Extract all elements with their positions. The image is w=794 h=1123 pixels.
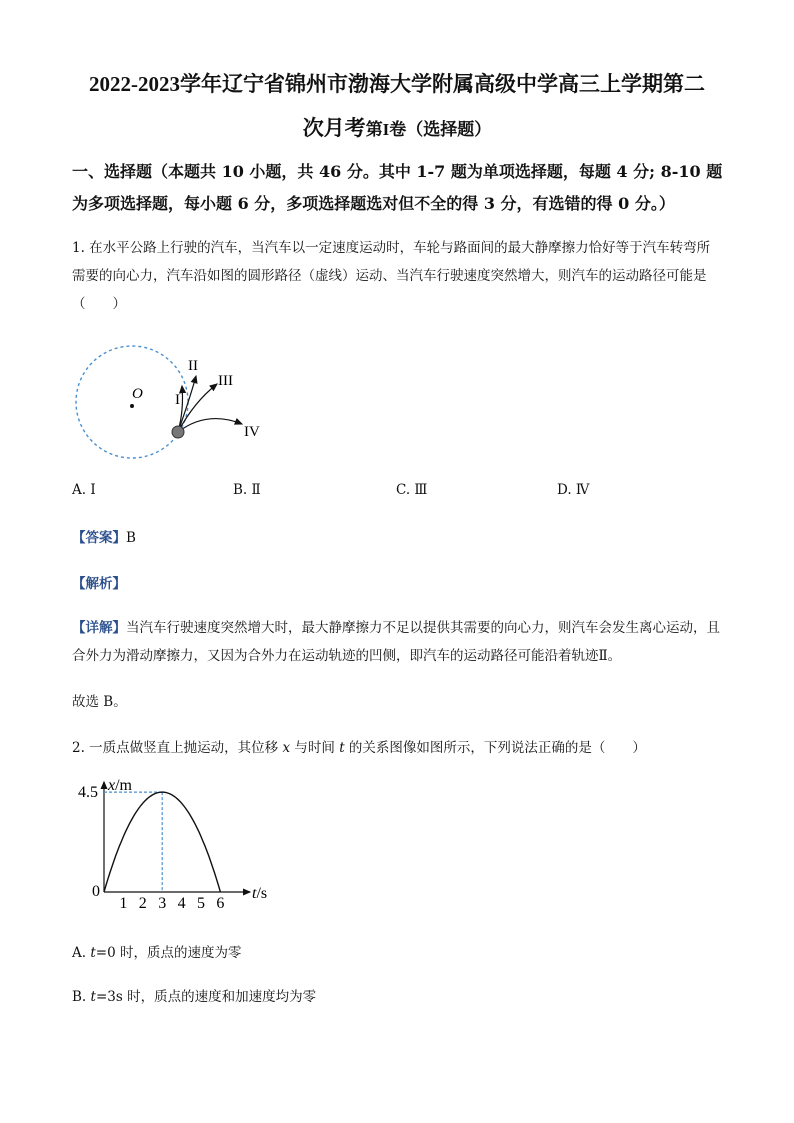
path-label-i: I	[175, 392, 180, 408]
path-label-iv: IV	[244, 424, 260, 440]
question-1-stem: 1. 在水平公路上行驶的汽车，当汽车以一定速度运动时，车轮与路面间的最大静摩擦力恰好等于汽车转弯所需要的向心力，汽车沿如图的圆形路径（虚线）运动、当汽车行驶速度突然增大，则汽车的运动路径可能是 （ ）	[72, 240, 711, 312]
q2-stem-x: x	[282, 740, 291, 756]
center-point	[130, 404, 134, 408]
q1-conclusion: 故选 B。	[72, 694, 127, 710]
y-axis-label: x/m	[108, 777, 132, 794]
title-line-2b: 第I卷（选择题）	[365, 120, 492, 139]
q1-option-b: B. Ⅱ	[233, 482, 261, 498]
answer-label: 【答案】	[72, 530, 126, 546]
q1-analysis	[72, 570, 722, 598]
xt-chart	[72, 770, 282, 920]
q2-stem-b: 与时间	[290, 740, 340, 756]
series-line	[104, 792, 220, 892]
answer-value: B	[126, 530, 136, 546]
q2-option-b: B. t=3s 时，质点的速度和加速度均为零	[72, 989, 317, 1005]
q1-option-a: A. Ⅰ	[72, 482, 96, 498]
x-tick-label-3: 3	[158, 895, 167, 912]
dashed-circle-path	[76, 346, 188, 458]
car-ball	[172, 426, 184, 438]
q1-option-d: D. Ⅳ	[557, 482, 590, 498]
question-2-stem	[72, 734, 722, 762]
q1-detail	[72, 614, 732, 670]
detail-text: 当汽车行驶速度突然增大时，最大静摩擦力不足以提供其需要的向心力，则汽车会发生离心运动，且合外力为滑动摩擦力，又因为合外力在运动轨迹的凹侧，即汽车的运动路径可能沿着轨迹Ⅱ。	[72, 620, 720, 664]
x-tick-label-1: 1	[119, 895, 128, 912]
y-tick-label: 4.5	[78, 784, 98, 802]
section-heading: 一、选择题（本题共 10 小题，共 46 分。其中 1-7 题为单项选择题，每题 4 分; 8-10 题为多项选择题，每小题 6 分，多项选择题选对但不全的得 3 分，有选错的得 0 分。）	[72, 162, 723, 213]
path-iv-curve	[178, 419, 242, 432]
circle-path-figure	[72, 340, 292, 470]
title-line-2	[60, 112, 734, 142]
q2-stem-c: 的关系图像如图所示，下列说法正确的是（ ）	[344, 740, 646, 756]
q1-option-c: C. Ⅲ	[396, 482, 428, 498]
x-tick-label-6: 6	[216, 895, 225, 912]
q1-answer	[72, 524, 722, 552]
x-tick-label-4: 4	[177, 895, 186, 912]
path-label-ii: II	[188, 358, 198, 374]
x-tick-label-5: 5	[197, 895, 205, 912]
origin-label: 0	[92, 883, 100, 900]
title-line-1: 2022-2023学年辽宁省锦州市渤海大学附属高级中学高三上学期第二	[89, 72, 705, 96]
center-label: O	[132, 386, 143, 402]
path-label-iii: III	[218, 373, 233, 389]
analysis-label: 【解析】	[72, 576, 126, 592]
title-line-2a: 次月考	[302, 116, 366, 140]
q2-stem-t: t	[339, 740, 345, 756]
path-iii-curve	[178, 384, 217, 432]
x-axis-label: t/s	[252, 885, 268, 902]
detail-label: 【详解】	[72, 620, 126, 636]
q2-option-a: A. t=0 时，质点的速度为零	[72, 945, 242, 961]
q2-stem-a: 2. 一质点做竖直上抛运动，其位移	[72, 740, 283, 756]
x-tick-label-2: 2	[138, 895, 147, 912]
